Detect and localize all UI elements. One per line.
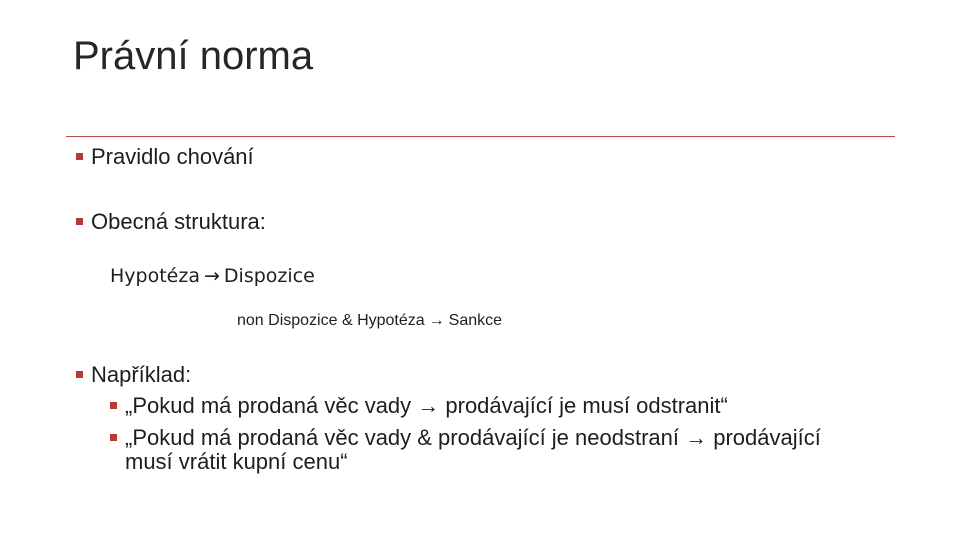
square-bullet-icon — [76, 371, 83, 378]
disposition-label: Dispozice — [223, 265, 315, 287]
example-text: „Pokud má prodaná věc vady → prodávající je musí odstranit“ — [125, 393, 728, 418]
condition-label: non Dispozice & Hypotéza — [237, 312, 425, 329]
structure-line-2 — [237, 310, 502, 332]
example-item-2 — [110, 426, 830, 474]
title-divider — [66, 136, 895, 137]
bullet-text: Například: — [91, 362, 192, 387]
bullet-rule-of-conduct — [76, 144, 254, 170]
hypothesis-label: Hypotéza — [110, 265, 200, 287]
slide-title: Právní norma — [73, 34, 314, 78]
bullet-text: Pravidlo chování — [91, 144, 254, 169]
right-arrow-icon: → — [428, 312, 445, 329]
bullet-text: Obecná struktura: — [91, 209, 266, 234]
square-bullet-icon — [76, 218, 83, 225]
example-text: „Pokud má prodaná věc vady & prodávající je neodstraní → prodávající musí vrátit kupní cenu“ — [125, 425, 821, 474]
example-item-1 — [110, 394, 870, 418]
sanction-label: Sankce — [448, 312, 503, 329]
right-arrow-icon: → — [203, 265, 220, 287]
structure-line-1 — [110, 264, 315, 288]
square-bullet-icon — [110, 434, 117, 441]
bullet-general-structure — [76, 209, 266, 235]
bullet-example — [76, 362, 191, 388]
square-bullet-icon — [76, 153, 83, 160]
square-bullet-icon — [110, 402, 117, 409]
